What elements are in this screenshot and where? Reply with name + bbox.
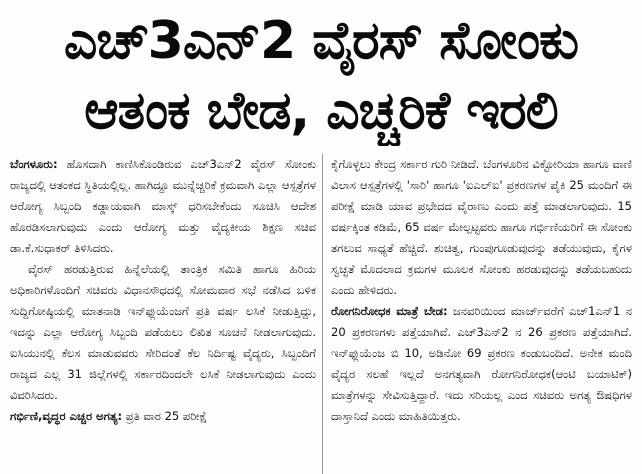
paragraph	[331, 301, 632, 427]
dateline: ಬೆಂಗಳೂರು:	[10, 157, 58, 171]
paragraph-text: ಪ್ರತಿ ವಾರ 25 ಪರೀಕ್ಷೆ	[125, 409, 208, 423]
subheading: ಗರ್ಭಿಣಿ,ವೃದ್ಧರ ಎಚ್ಚರ ಅಗತ್ಯ:	[10, 409, 123, 423]
paragraph: ಕೈಗೊಳ್ಳಲು ಕೇಂದ್ರ ಸರ್ಕಾರ ಗುರಿ ನೀಡಿದೆ. ಬೆಂಗಳೂರಿನ ವಿಕ್ಟೋರಿಯಾ ಹಾಗೂ ವಾಣಿ ವಿಲಾಸ ಆಸ್ಪತ್ರೆಗಳಲ್ಲಿ 'ಸಾರಿ' ಹಾಗೂ 'ಐಎಲ್‌ಐ' ಪ್ರಕರಣಗಳ ಪೈಕಿ 25 ಮಂದಿಗೆ ಈ ಪರೀಕ್ಷೆ ಮಾಡಿ ಯಾವ ಪ್ರಭೇದದ ವೈರಾಣು ಎಂದು ಪತ್ತೆ ಮಾಡಲಾಗುವುದು. 15 ವರ್ಷಕ್ಕಿಂತ ಕಡಿಮೆ, 65 ವರ್ಷ ಮೇಲ್ಪಟ್ಟವರು ಹಾಗೂ ಗರ್ಭಿಣಿಯರಿಗೆ ಈ ಸೋಂಕು ತಗಲುವ ಸಾಧ್ಯತೆ ಹೆಚ್ಚಿದೆ. ಶುಚಿತ್ವ, ಗುಂಪುಗೂಡುವುದನ್ನು ತಡೆಯುವುದು, ಕೈಗಳ ಸ್ವಚ್ಛತೆ ಮೊದಲಾದ ಕ್ರಮಗಳ ಮೂಲಕ ಸೋಂಕು ಹರಡುವುದನ್ನು ತಡೆಯಬಹುದು ಎಂದು ಹೇಳಿದರು.	[331, 157, 632, 297]
headline-line-2: ಆತಂಕ ಬೇಡ, ಎಚ್ಚರಿಕೆ ಇರಲಿ	[84, 81, 558, 141]
paragraph: ವೈರಸ್ ಹರಡುತ್ತಿರುವ ಹಿನ್ನೆಲೆಯಲ್ಲಿ ತಾಂತ್ರಿಕ ಸಮಿತಿ ಹಾಗೂ ಹಿರಿಯ ಅಧಿಕಾರಿಗಳೊಂದಿಗೆ ಸಚಿವರು ವಿಧಾನಸೌಧದಲ್ಲಿ ಸೋಮವಾರ ಸಭೆ ನಡೆಸಿದ ಬಳಿಕ ಸುದ್ದಿಗೋಷ್ಠಿಯಲ್ಲಿ ಮಾತನಾಡಿ ಇನ್‌ಫ್ಲುಯೆಂಜಗೆ ಪ್ರತಿ ವರ್ಷ ಲಸಿಕೆ ನೀಡುತ್ತಿದ್ದು, ಇದನ್ನು ಎಲ್ಲಾ ಆರೋಗ್ಯ ಸಿಬ್ಬಂದಿ ಪಡೆಯಲು ಲಿಖಿತ ಸೂಚನೆ ನೀಡಲಾಗುವುದು. ಐಸಿಯುನಲ್ಲಿ ಕೆಲಸ ಮಾಡುವವರು ಸೇರಿದಂತೆ ಕೆಲ ನಿರ್ದಿಷ್ಟ ವೈದ್ಯರು, ಸಿಬ್ಬಂದಿಗೆ ರಾಜ್ಯದ ಎಲ್ಲ 31 ಜಿಲ್ಲೆಗಳಲ್ಲಿ ಸರ್ಕಾರದಿಂದಲೇ ಲಸಿಕೆ ನೀಡಲಾಗುವುದು ಎಂದು ವಿವರಿಸಿದರು.	[10, 262, 316, 402]
column-left	[6, 154, 322, 474]
paragraph	[10, 406, 316, 427]
paragraph-text: ಹೊಸದಾಗಿ ಕಾಣಿಸಿಕೊಂಡಿರುವ ಎಚ್3ಎನ್2 ವೈರಸ್ ಸೋಂಕು ರಾಜ್ಯದಲ್ಲಿ ಆತಂಕದ ಸ್ಥಿತಿಯಲ್ಲಿಲ್ಲ. ಹಾಗಿದ್ದೂ ಮುನ್ನೆಚ್ಚರಿಕೆ ಕ್ರಮವಾಗಿ ಎಲ್ಲಾ ಆಸ್ಪತ್ರೆಗಳ ಆರೋಗ್ಯ ಸಿಬ್ಬಂದಿ ಕಡ್ಡಾಯವಾಗಿ ಮಾಸ್ಕ್ ಧರಿಸಬೇಕೆಂದು ಸೂಚಿಸಿ ಆದೇಶ ಹೊರಡಿಸಲಾಗುವುದು ಎಂದು ಆರೋಗ್ಯ ಮತ್ತು ವೈದ್ಯಕೀಯ ಶಿಕ್ಷಣ ಸಚಿವ ಡಾ.ಕೆ.ಸುಧಾಕರ್ ತಿಳಿಸಿದರು.	[10, 157, 317, 255]
paragraph-text: ಜನವರಿಯಿಂದ ಮಾರ್ಚ್‌ವರೆಗೆ ಎಚ್1ಎನ್1 ನ 20 ಪ್ರಕರಣಗಳು ಪತ್ತೆಯಾಗಿವೆ. ಎಚ್3ಎನ್2 ನ 26 ಪ್ರಕರಣ ಪತ್ತೆಯಾಗಿದೆ. ಇನ್‌ಫ್ಲುಯೆಂಜ ಬಿ 10, ಅಡಿನೋ 69 ಪ್ರಕರಣ ಕಂಡುಬಂದಿದೆ. ಅನೇಕ ಮಂದಿ ವೈದ್ಯರ ಸಲಹೆ ಇಲ್ಲದೆ ಅನಗತ್ಯವಾಗಿ ರೋಗನಿರೋಧಕ(ಆಂಟಿ ಬಯಾಟಿಕ್) ಮಾತ್ರೆಗಳನ್ನು ಸೇವಿಸುತ್ತಿದ್ದಾರೆ. ಇದು ಸರಿಯಲ್ಲ ಎಂದ ಸಚಿವರು ಅಗತ್ಯ ಔಷಧಿಗಳ ದಾಸ್ತಾನಿದೆ ಎಂದು ಮಾಹಿತಿಯಿತ್ತರು.	[331, 304, 632, 423]
paragraph	[10, 154, 316, 259]
column-right	[322, 154, 638, 474]
headline-line-1: ಎಚ್3ಎನ್2 ವೈರಸ್ ಸೋಂಕು	[63, 11, 579, 71]
article-columns	[6, 154, 638, 474]
headline	[0, 0, 642, 152]
subheading: ರೋಗನಿರೋಧಕ ಮಾತ್ರೆ ಬೇಡ:	[331, 304, 448, 318]
